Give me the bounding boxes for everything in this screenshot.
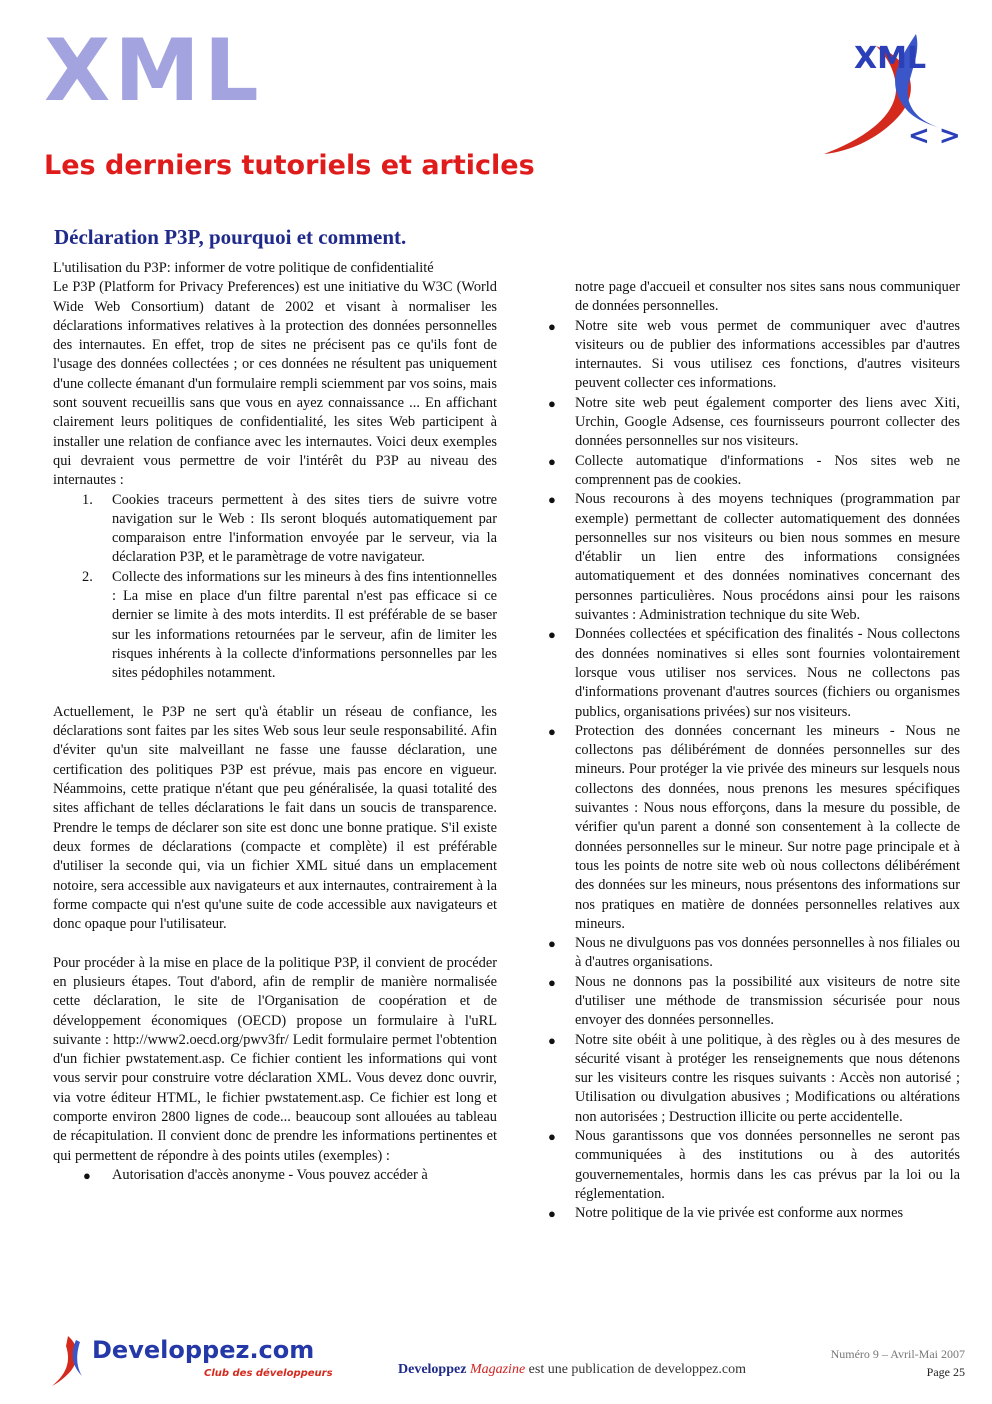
issue-number: Numéro 9 – Avril-Mai 2007 (830, 1347, 965, 1361)
footer-brand: Developpez (398, 1362, 467, 1377)
bullet-icon: ● (548, 936, 556, 952)
list-item (548, 452, 960, 491)
bullet-icon: ● (548, 492, 556, 508)
list-item (53, 568, 497, 684)
bullet-icon: ● (548, 1032, 556, 1048)
section-subtitle: Les derniers tutoriels et articles (44, 150, 535, 181)
points-list-continued (548, 317, 960, 1224)
paragraph-procedure: Pour procéder à la mise en place de la politique P3P, il convient de procéder en plusieurs étapes. Tout d'abord, afin de remplir de manière normalisée cette déclaration, le site de l'Organisation de coopération et de développement économiques (OECD) propose un formulaire à l'uRL suivante : http://www2.oecd.org/pwv3fr/ Ledit formulaire permet l'obtention d'un fichier pwstatement.asp. Ce fichier contient les informations qui vont vous servir pour construire votre déclaration XML. Vous devez donc ouvrir, via votre éditeur HTML, le fichier pwstatement.asp. Ce fichier est long et comporte environ 2800 lignes de code... beaucoup sont allouées au tableau de récapitulation. Il convient donc de prendre les informations pertinentes et qui permettent de répondre à des points utiles (exemples) : (53, 954, 497, 1164)
left-column (53, 259, 497, 1185)
list-item (53, 1166, 497, 1185)
logo-swoosh (52, 1336, 77, 1386)
bullet-icon: ● (548, 974, 556, 990)
section-title: XML (44, 21, 263, 121)
list-item (548, 490, 960, 625)
list-item-text: Collecte automatique d'informations - Nos sites web ne comprennent pas de cookies. (575, 452, 960, 488)
list-item (548, 722, 960, 934)
bullet-icon: ● (548, 318, 556, 334)
list-item-text: Collecte des informations sur les mineurs à des fins intentionnelles : La mise en place d'un filtre parental n'est pas efficace si ce dernier se limite à des mots interdits. Il est préférable de se baser sur les informations retournées par le serveur, afin de limiter les risques inhérents à la collecte d'informations personnelles par les sites pédophiles notamment. (112, 568, 497, 682)
paragraph-confiance: Actuellement, le P3P ne sert qu'à établir un réseau de confiance, les déclarations sont faites par les sites Web sous leur seule responsabilité. Afin d'éviter qu'un site malveillant ne fasse une fausse déclaration, une certification des politiques P3P est prévue, mais pas encore en vigueur. Néammoins, cette pratique n'étant que peu généralisée, la quasi totalité des sites affichant de telles déclarations le fait dans un soucis de transparence. Prendre le temps de déclarer son site est donc une bonne pratique. S'il existe deux formes de déclarations (compacte et complète) il est préférable d'utiliser la seconde qui, via un fichier XML situé dans un emplacement notoire, sera accessible aux navigateurs et aux internautes, contrairement à la forme compacte qui n'est qu'une suite de code accessible aux navigateurs et donc opaque pour l'utilisateur. (53, 703, 497, 933)
bullet-icon: ● (548, 453, 556, 469)
list-item (548, 1127, 960, 1204)
list-item-text: Cookies traceurs permettent à des sites tiers de suivre votre navigation sur le Web : Ils seront bloqués automatiquement par comparaison entre l'information envoyée par le serveur, via la déclaration P3P, et le paramètrage de votre navigateur. (112, 491, 497, 566)
logo-text: XML (854, 41, 927, 76)
list-item (548, 1204, 960, 1223)
list-item (548, 625, 960, 721)
list-item-text: Protection des données concernant les mineurs - Nous ne collectons pas délibérément de données personnelles sur des mineurs. Pour protéger la vie privée des mineurs sur lesquels nous collectons des données, nous prenons les mesures spécifiques suivantes : Nous nous efforçons, dans la mesure du possible, de vérifier qu'un parent a donné son consentement à la collecte de données personnelles sur le mineur. Sur notre page principale et à tous les points de notre site web où nous collectons délibérément des données sur les mineurs, nous présentons des informations sur nos pratiques en matière de données personnelles relatives aux mineurs. (575, 722, 960, 932)
list-number: 1. (82, 491, 93, 508)
list-item-text: Notre politique de la vie privée est conforme aux normes (575, 1205, 904, 1222)
list-item-text: Notre site obéit à une politique, à des règles ou à des mesures de sécurité visant à protéger les renseignements que nous détenons sur les visiteurs contre les risques suivants : Accès non autorisé ; Utilisation ou divulgation abusives ; Modifications ou altérations non autorisées ; Destruction illicite ou perte accidentelle. (575, 1031, 960, 1125)
example-list (53, 491, 497, 684)
bullet-icon: ● (548, 627, 556, 643)
list-item-text: Nous recourons à des moyens techniques (programmation par exemple) permettant de collecter automatiquement des données personnelles sur nos visiteurs ou bien nous sommes en mesure d'établir un lien entre des informations consignées automatiquement et des données nominatives concernant des personnes particulières. Nous procédons ainsi pour les raisons suivantes : Administration technique du site Web. (575, 491, 960, 624)
footer-meta (831, 1345, 965, 1381)
logo-text: Developpez.com (92, 1336, 315, 1364)
logo-brackets: < > (908, 121, 961, 151)
developpez-logo (50, 1332, 333, 1388)
list-item (548, 973, 960, 1031)
bullet-icon: ● (548, 1129, 556, 1145)
bullet-icon: ● (548, 723, 556, 739)
logo-tagline: Club des développeurs (204, 1368, 333, 1379)
list-item-text: Nous ne divulguons pas vos données personnelles à nos filiales ou à d'autres organisations. (575, 935, 960, 971)
intro-paragraph: Le P3P (Platform for Privacy Preferences) est une initiative du W3C (World Wide Web Consortium) datant de 2002 et visant à normaliser les déclarations informatives relatives à la protection des données personnelles des internautes. En effet, trop de sites ne précisent pas ce qu'ils font de l'usage des données collectées ; or ces données ne résultent pas uniquement d'une collecte émanant d'un formulaire rempli sciemment par vos soins, mais sont souvent recueillis sans que vous en ayez connaissance ... En affichant clairement leurs politiques de confidentialité, les sites Web participent à installer une relation de confiance avec les internautes. Voici deux exemples qui devraient vous permettre de voir l'intérêt du P3P au niveau des internautes : (53, 279, 497, 489)
footer-publication (398, 1362, 746, 1378)
list-item-text: Notre site web vous permet de communiquer avec d'autres visiteurs ou de publier des informations accessibles par d'autres internautes. Si vous utilisez ces fonctions, d'autres visiteurs peuvent collecter ces informations. (575, 317, 960, 392)
list-item (548, 934, 960, 973)
page-number: Page 25 (926, 1365, 965, 1379)
list-item (548, 394, 960, 452)
points-list (53, 1166, 497, 1185)
intro-line: L'utilisation du P3P: informer de votre politique de confidentialité (53, 260, 434, 276)
list-number: 2. (82, 568, 93, 585)
list-item-text: Données collectées et spécification des finalités - Nous collectons des données nominatives si elles sont fournies volontairement lorsque vous utiliser nos services. Nous ne collectons pas d'informations provenant d'autres sources (fichiers ou organismes publics, organisations privées) sur nos visiteurs. (575, 626, 960, 720)
list-item-text: Nous ne donnons pas la possibilité aux visiteurs de notre site d'utiliser une méthode de transmission sécurisée pour nous envoyer des données personnelles. (575, 973, 960, 1029)
right-column (548, 278, 960, 1224)
bullet-icon: ● (83, 1167, 91, 1183)
list-item-text: Nous garantissons que vos données personnelles ne seront pas communiquées à des institutions ou à des autorités gouvernementales, hormis dans les cas prévus par la loi ou la réglementation. (575, 1128, 960, 1202)
list-item-text: Autorisation d'accès anonyme - Vous pouvez accéder à (112, 1166, 428, 1183)
list-item (53, 491, 497, 568)
list-item (548, 1031, 960, 1127)
bullet-icon: ● (548, 1206, 556, 1222)
footer-magazine: Magazine (469, 1362, 526, 1377)
bullet-icon: ● (548, 395, 556, 411)
article-title: Déclaration P3P, pourquoi et comment. (54, 225, 407, 249)
xml-logo (816, 24, 966, 164)
list-item (548, 317, 960, 394)
list-item-text: Notre site web peut également comporter des liens avec Xiti, Urchin, Google Adsense, ces fournisseurs pourront collecter des données personnelles sur nos visiteurs. (575, 394, 960, 450)
continued-item-text: notre page d'accueil et consulter nos sites sans nous communiquer de données personnelles. (575, 279, 960, 315)
footer-publication-text: est une publication de developpez.com (528, 1362, 746, 1377)
